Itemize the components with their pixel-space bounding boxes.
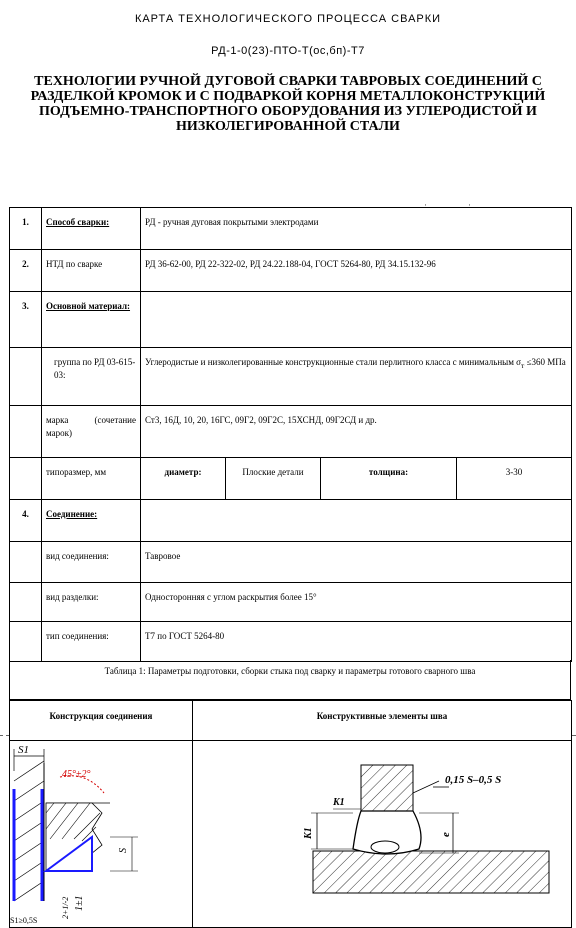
row-number: 4.	[10, 500, 42, 542]
empty-cell	[10, 458, 42, 500]
document-type: КАРТА ТЕХНОЛОГИЧЕСКОГО ПРОЦЕССА СВАРКИ	[134, 13, 442, 25]
thickness-label: толщина:	[321, 458, 457, 500]
grade-label: марка (сочетание марок)	[42, 406, 141, 458]
empty-cell	[141, 500, 572, 542]
s-label: S	[118, 848, 129, 853]
column-header-elements: Конструктивные элементы шва	[193, 701, 572, 741]
divider	[0, 735, 9, 736]
weld-elements-drawing	[193, 741, 571, 925]
table-row	[10, 583, 572, 622]
diameter-value: Плоские детали	[226, 458, 321, 500]
k1-horizontal-label: K1	[333, 797, 345, 808]
table-row	[10, 406, 572, 458]
page-title: ТЕХНОЛОГИИ РУЧНОЙ ДУГОВОЙ СВАРКИ ТАВРОВЫХ СОЕДИНЕНИЙ С РАЗДЕЛКОЙ КРОМОК И С ПОДВАРКОЙ КОРНЯ МЕТАЛЛОКОНСТРУКЦИЙ ПОДЪЕМНО-ТРАНСПОРТНОГО ОБОРУДОВАНИЯ ИЗ УГЛЕРОДИСТОЙ И НИЗКОЛЕГИРОВАННОЙ СТАЛИ	[30, 74, 546, 134]
empty-cell	[141, 292, 572, 348]
document-code: РД-1-0(23)-ПТО-Т(ос,бп)-Т7	[211, 45, 365, 57]
group-value-text: Углеродистые и низколегированные конструкционные стали перлитного класса с минимальным	[145, 357, 514, 367]
table-caption: Таблица 1: Параметры подготовки, сборки стыка под сварку и параметры готового сварного шва	[9, 660, 571, 700]
groove-value: Односторонняя с углом раскрытия более 15°	[141, 583, 572, 622]
drawing-cell-right	[193, 741, 572, 928]
table-row	[10, 622, 572, 662]
empty-cell	[10, 622, 42, 662]
joint-construction-drawing	[10, 741, 192, 925]
empty-cell	[10, 406, 42, 458]
process-table	[9, 207, 572, 662]
welding-method-label: Способ сварки:	[42, 208, 141, 250]
sigma-subscript: т	[521, 360, 525, 370]
group-label: группа по РД 03-615-03:	[42, 348, 141, 406]
table-row	[10, 208, 572, 250]
column-header-construction: Конструкция соединения	[10, 701, 193, 741]
thickness-value: 3-30	[457, 458, 572, 500]
welding-method-value: РД - ручная дуговая покрытыми электродами	[141, 208, 572, 250]
yield-limit: ≤360 МПа	[526, 357, 566, 367]
scan-dot: ·	[424, 200, 427, 210]
groove-label: вид разделки:	[42, 583, 141, 622]
diameter-label: диаметр:	[141, 458, 226, 500]
table-row	[10, 348, 572, 406]
joint-kind-label: вид соединения:	[42, 542, 141, 583]
group-value	[141, 348, 572, 406]
table-row	[10, 542, 572, 583]
e-label: e	[440, 832, 452, 837]
angle-label: 45°±2°	[62, 769, 91, 780]
ntd-value: РД 36-62-00, РД 22-322-02, РД 24.22.188-04, ГОСТ 5264-80, РД 34.15.132-96	[141, 250, 572, 292]
reinforcement-dim: 0,15 S–0,5 S	[445, 774, 502, 786]
grade-value: Ст3, 16Д, 10, 20, 16ГС, 09Г2, 09Г2С, 15ХСНД, 09Г2СД и др.	[141, 406, 572, 458]
row-number: 2.	[10, 250, 42, 292]
empty-cell	[10, 542, 42, 583]
ntd-label: НТД по сварке	[42, 250, 141, 292]
table-row	[10, 292, 572, 348]
scan-dot: ·	[468, 200, 471, 210]
joint-kind-value: Тавровое	[141, 542, 572, 583]
k1-vertical-label: K1	[303, 827, 314, 839]
row-number: 3.	[10, 292, 42, 348]
joint-label: Соединение:	[42, 500, 141, 542]
size-label: типоразмер, мм	[42, 458, 141, 500]
gap-label: 1±1	[74, 895, 85, 911]
row-number: 1.	[10, 208, 42, 250]
construction-table	[9, 700, 572, 928]
table-row	[10, 500, 572, 542]
table-row	[10, 458, 572, 500]
root-label: 2+1/-2	[61, 896, 70, 919]
drawing-cell-left	[10, 741, 193, 928]
empty-cell	[10, 348, 42, 406]
joint-type-value: Т7 по ГОСТ 5264-80	[141, 622, 572, 662]
s1-note: S1≥0,5S	[10, 916, 38, 925]
s1-label: S1	[18, 744, 29, 756]
joint-type-label: тип соединения:	[42, 622, 141, 662]
table-row	[10, 250, 572, 292]
empty-cell	[10, 583, 42, 622]
base-material-label: Основной материал:	[42, 292, 141, 348]
sigma-symbol: σ	[516, 357, 522, 367]
